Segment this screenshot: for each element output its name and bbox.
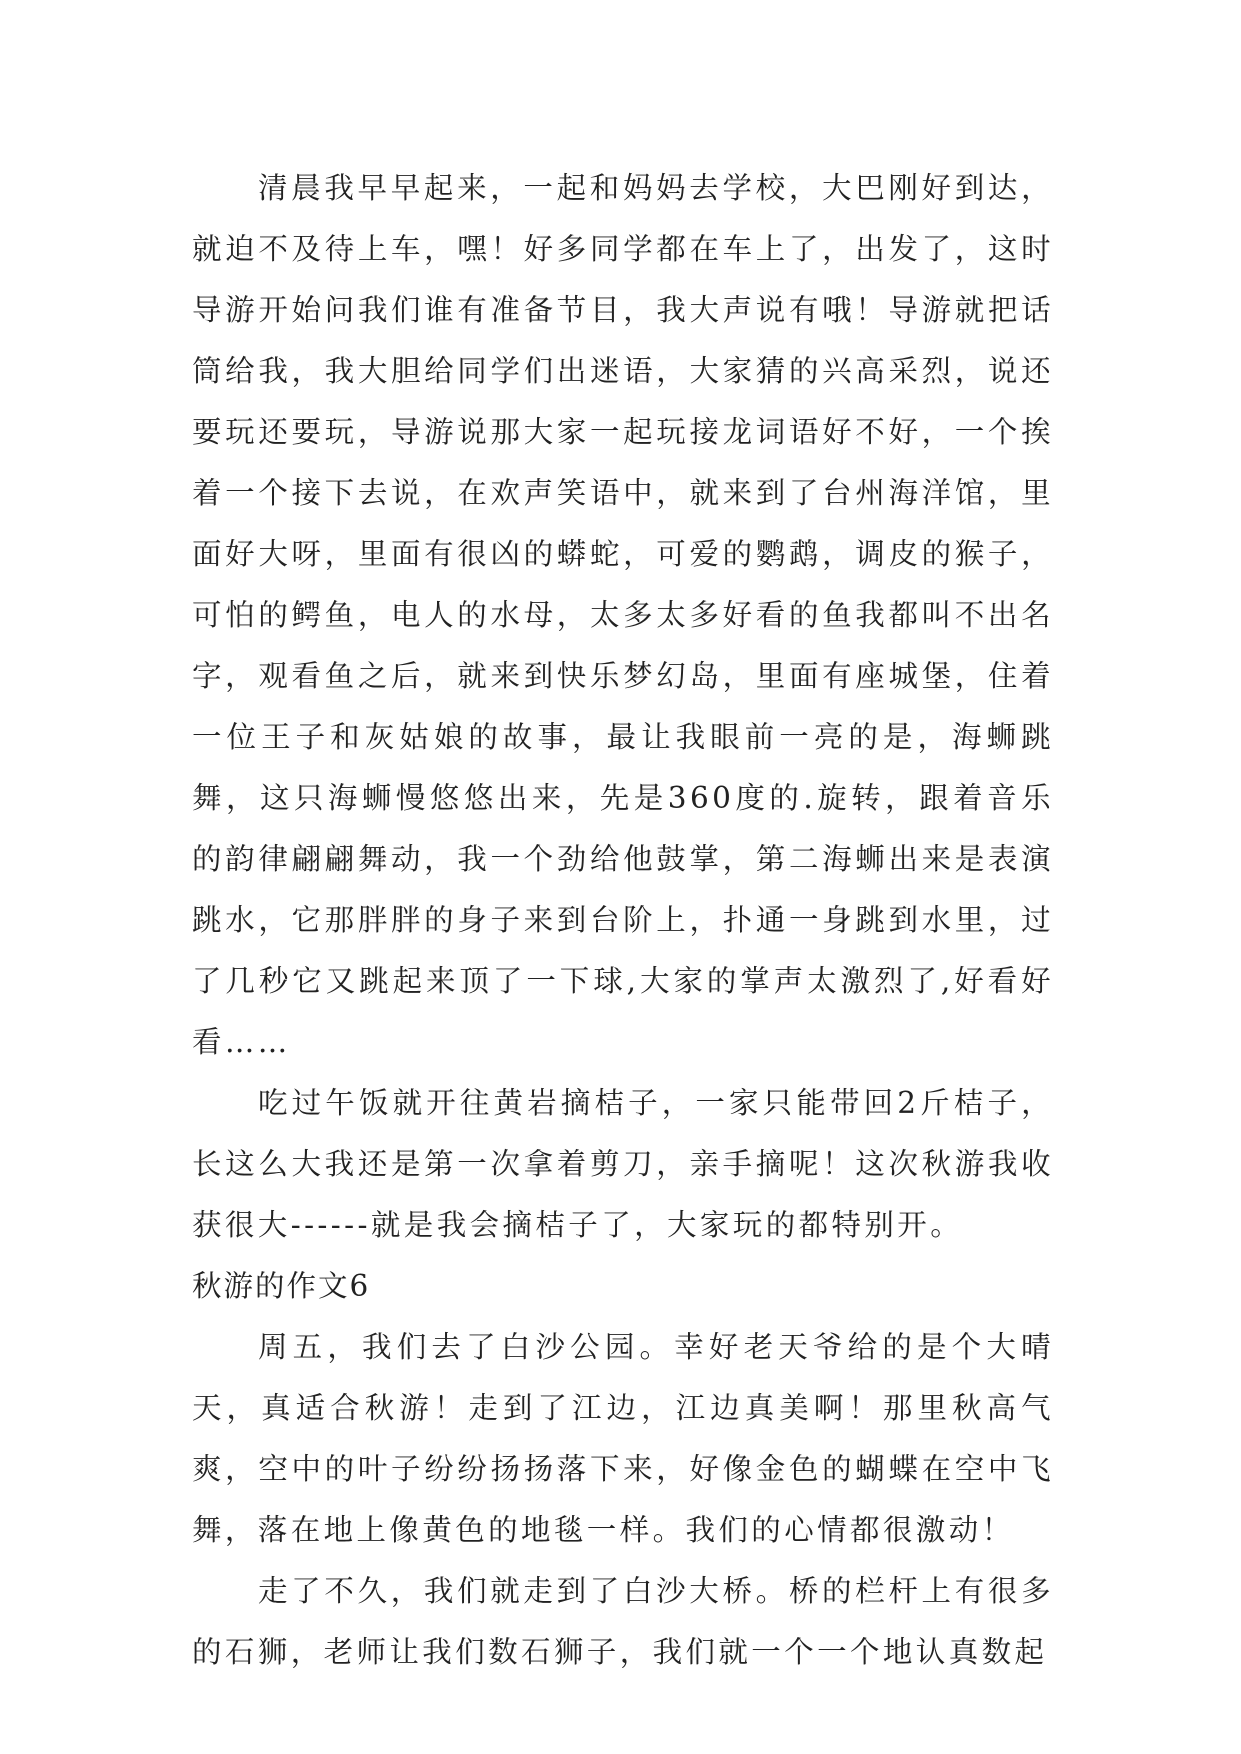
essay-heading: 秋游的作文6 <box>192 1269 371 1303</box>
paragraph-orange-picking: 吃过午饭就开往黄岩摘桔子，一家只能带回2斤桔子，长这么大我还是第一次拿着剪刀，亲手摘呢！这次秋游我收获很大------就是我会摘桔子了，大家玩的都特别开。 <box>192 1086 1054 1242</box>
paragraph-aquarium-trip: 清晨我早早起来，一起和妈妈去学校，大巴刚好到达，就迫不及待上车，嘿！好多同学都在车上了，出发了，这时导游开始问我们谁有准备节目，我大声说有哦！导游就把话筒给我，我大胆给同学们出迷语，大家猜的兴高采烈，说还要玩还要玩，导游说那大家一起玩接龙词语好不好，一个挨着一个接下去说，在欢声笑语中，就来到了台州海洋馆，里面好大呀，里面有很凶的蟒蛇，可爱的鹦鹉，调皮的猴子，可怕的鳄鱼，电人的水母，太多太多好看的鱼我都叫不出名字，观看鱼之后，就来到快乐梦幻岛，里面有座城堡，住着一位王子和灰姑娘的故事，最让我眼前一亮的是，海蛳跳舞，这只海蛳慢悠悠出来，先是360度的.旋转，跟着音乐的韵律翩翩舞动，我一个劲给他鼓掌，第二海蛳出来是表演跳水，它那胖胖的身子来到台阶上，扑通一身跳到水里，过了几秒它又跳起来顶了一下球,大家的掌声太激烈了,好看好看…… <box>192 171 1054 1059</box>
paragraph-baisha-bridge: 走了不久，我们就走到了白沙大桥。桥的栏杆上有很多的石狮，老师让我们数石狮子，我们就一个一个地认真数起 <box>192 1574 1054 1669</box>
paragraph-baisha-park: 周五，我们去了白沙公园。幸好老天爷给的是个大晴天，真适合秋游！走到了江边，江边真美啊！那里秋高气爽，空中的叶子纷纷扬扬落下来，好像金色的蝴蝶在空中飞舞，落在地上像黄色的地毯一样。我们的心情都很激动！ <box>192 1330 1054 1547</box>
document-body <box>192 158 1054 1683</box>
